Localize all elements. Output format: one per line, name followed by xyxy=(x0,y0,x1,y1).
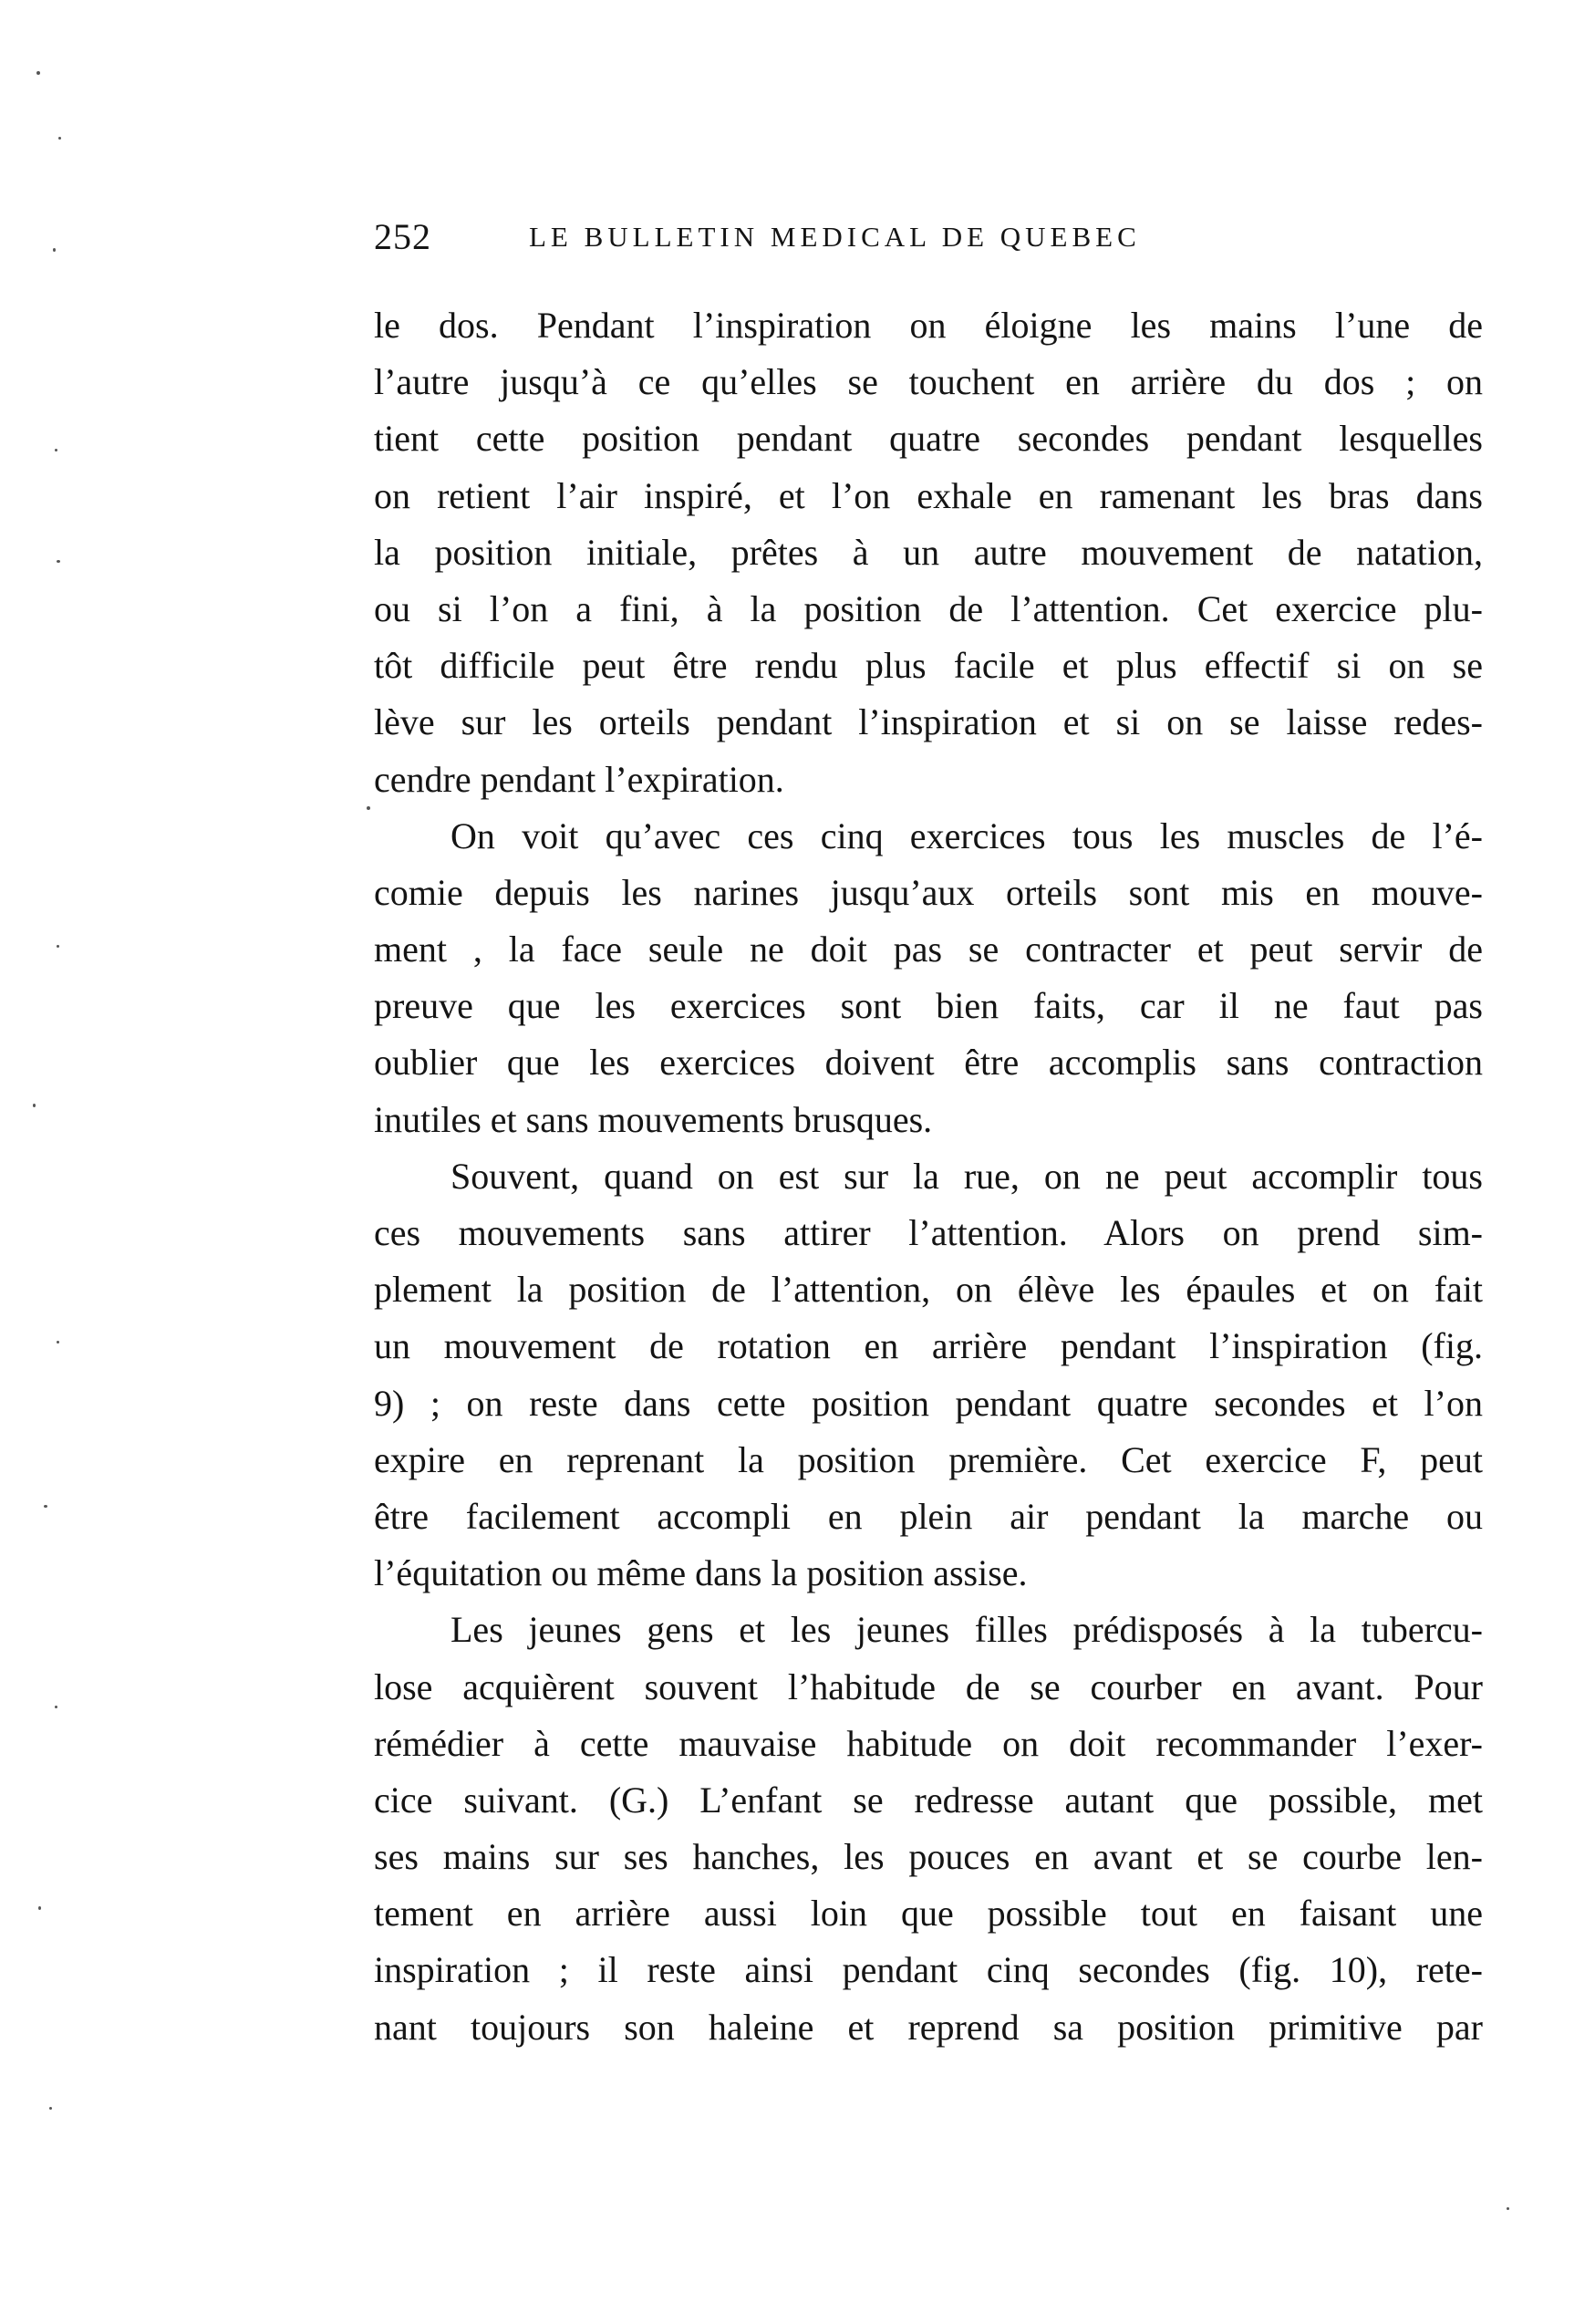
page-number: 252 xyxy=(374,216,431,257)
paragraph-2 xyxy=(374,808,1483,1148)
text-line: inspiration ; il reste ainsi pendant cinq secondes (fig. 10), rete- xyxy=(374,1949,1483,1991)
text-line: ces mouvements sans attirer l’attention. Alors on prend sim- xyxy=(374,1212,1483,1253)
scan-speck xyxy=(57,945,59,948)
text-line: Souvent, quand on est sur la rue, on ne peut accomplir tous xyxy=(451,1155,1483,1197)
text-line: On voit qu’avec ces cinq exercices tous les muscles de l’é- xyxy=(451,814,1483,856)
page-header xyxy=(374,215,1286,261)
text-line: preuve que les exercices sont bien faits, car il ne faut pas xyxy=(374,985,1483,1027)
text-line: cice suivant. (G.) L’enfant se redresse autant que possible, met xyxy=(374,1779,1483,1821)
text-line: un mouvement de rotation en arrière pendant l’inspiration (fig. xyxy=(374,1325,1483,1367)
text-line: ment , la face seule ne doit pas se contracter et peut servir de xyxy=(374,929,1483,970)
text-line: cendre pendant l’expiration. xyxy=(374,758,784,800)
text-line: inutiles et sans mouvements brusques. xyxy=(374,1098,933,1140)
scan-speck xyxy=(55,449,57,451)
scan-speck xyxy=(53,248,56,252)
scan-speck xyxy=(49,2107,52,2110)
text-line: l’équitation ou même dans la position assise. xyxy=(374,1552,1028,1594)
scan-speck xyxy=(1507,2207,1509,2210)
paragraph-4 xyxy=(374,1602,1483,2056)
text-line: tôt difficile peut être rendu plus facile et plus effectif si on se xyxy=(374,645,1483,687)
text-line: être facilement accompli en plein air pendant la marche ou xyxy=(374,1495,1483,1537)
text-line: 9) ; on reste dans cette position pendant quatre secondes et l’on xyxy=(374,1382,1483,1424)
text-line: comie depuis les narines jusqu’aux orteils sont mis en mouve- xyxy=(374,871,1483,913)
scan-speck xyxy=(57,560,60,563)
paragraph-1 xyxy=(374,297,1483,808)
paragraph-3 xyxy=(374,1148,1483,1603)
text-line: rémédier à cette mauvaise habitude on doit recommander l’exer- xyxy=(374,1722,1483,1764)
text-line: Les jeunes gens et les jeunes filles prédisposés à la tubercu- xyxy=(451,1609,1483,1651)
body-text xyxy=(374,297,1483,2056)
text-line: on retient l’air inspiré, et l’on exhale en ramenant les bras dans xyxy=(374,474,1483,516)
text-line: expire en reprenant la position première. Cet exercice F, peut xyxy=(374,1438,1483,1480)
text-line: tient cette position pendant quatre secondes pendant lesquelles xyxy=(374,418,1483,460)
text-line: l’autre jusqu’à ce qu’elles se touchent en arrière du dos ; on xyxy=(374,361,1483,403)
text-line: lève sur les orteils pendant l’inspiration et si on se laisse redes- xyxy=(374,701,1483,743)
scan-speck xyxy=(36,71,40,75)
text-line: nant toujours son haleine et reprend sa position primitive par xyxy=(374,2006,1483,2048)
text-line: plement la position de l’attention, on élève les épaules et on fait xyxy=(374,1269,1483,1311)
scan-speck xyxy=(57,1341,59,1344)
scan-speck xyxy=(58,137,61,140)
text-line: ou si l’on a fini, à la position de l’attention. Cet exercice plu- xyxy=(374,587,1483,629)
scan-speck xyxy=(44,1505,47,1508)
scan-speck xyxy=(55,1706,57,1708)
text-line: la position initiale, prêtes à un autre mouvement de natation, xyxy=(374,531,1483,573)
text-line: lose acquièrent souvent l’habitude de se courber en avant. Pour xyxy=(374,1665,1483,1707)
text-line: tement en arrière aussi loin que possible tout en faisant une xyxy=(374,1893,1483,1935)
scan-speck xyxy=(33,1104,36,1107)
scan-speck xyxy=(367,806,370,810)
scan-speck xyxy=(38,1906,41,1910)
text-line: le dos. Pendant l’inspiration on éloigne les mains l’une de xyxy=(374,305,1483,346)
text-line: ses mains sur ses hanches, les pouces en avant et se courbe len- xyxy=(374,1836,1483,1878)
running-title: LE BULLETIN MEDICAL DE QUEBEC xyxy=(529,221,1141,253)
text-line: oublier que les exercices doivent être accomplis sans contraction xyxy=(374,1042,1483,1084)
